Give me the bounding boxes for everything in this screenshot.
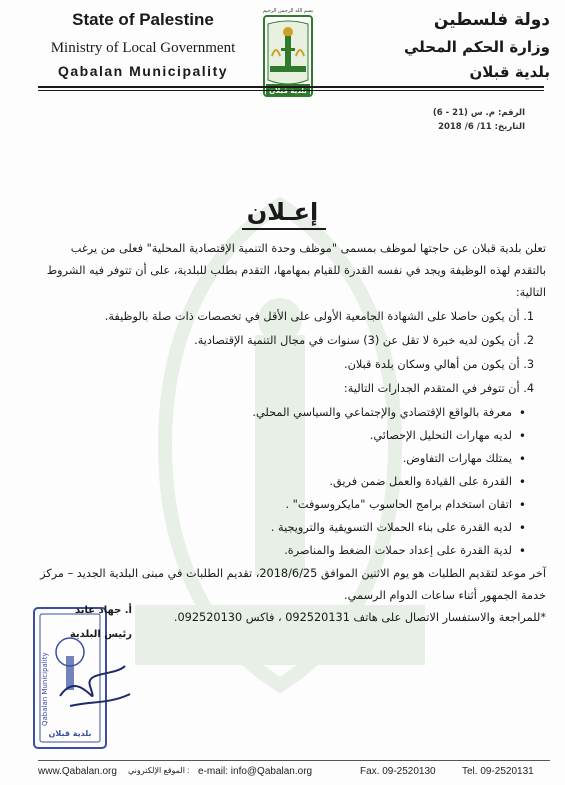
competencies-list <box>38 402 546 562</box>
announcement-body <box>38 238 546 629</box>
logo-basmala: بسم الله الرحمن الرحيم <box>262 8 314 14</box>
condition-item: 2. أن يكون لديه خبرة لا تقل عن (3) سنوات في مجال التنمية الإقتصادية. <box>194 334 534 347</box>
footer-fax: Fax. 09-2520130 <box>360 766 436 777</box>
footer-website[interactable]: www.Qabalan.org <box>38 766 117 777</box>
municipality-stamp <box>30 606 134 752</box>
municipality-name-ar: بلدية قبلان <box>469 63 550 81</box>
header-divider <box>38 86 544 88</box>
footer-tel: Tel. 09-2520131 <box>462 766 534 777</box>
state-name-ar: دولة فلسطين <box>433 10 550 30</box>
footer <box>38 766 550 782</box>
intro-paragraph: تعلن بلدية قبلان عن حاجتها لموظف بمسمى "موظف وحدة التنمية الإقتصادية المحلية" فعلى من يرغب بالتقدم لهذه الوظيفة ويجد في نفسه القدرة للقيام بمهامها، التقدم بطلب للبلدية، على أن تتوفر فيه الشروط التالية: <box>46 242 546 299</box>
reference-number: الرقم: م. س (21 - 6) <box>432 108 525 118</box>
reference-date: التاريخ: 11/ 6/ 2018 <box>438 122 525 132</box>
stamp-text-en: Qabalan Municipality <box>41 652 49 726</box>
footer-divider <box>38 760 550 761</box>
competency-item: • لديه القدرة على بناء الحملات التسويقية والترويجية . <box>38 517 512 539</box>
municipality-name-en: Qabalan Municipality <box>57 63 229 79</box>
title-underline <box>242 228 326 230</box>
competency-item: • لدية القدرة على إعداد حملات الضغط والمناصرة. <box>38 540 512 562</box>
ministry-name-en: Ministry of Local Government <box>50 40 236 56</box>
stamp-text-ar: بلدية قبلان <box>48 729 92 738</box>
announcement-title: إعـلان <box>246 198 319 226</box>
state-name-en: State of Palestine <box>72 10 214 29</box>
competency-item: • يمتلك مهارات التفاوض. <box>38 448 512 470</box>
conditions-list <box>38 306 546 400</box>
competency-item: • اتقان استخدام برامج الحاسوب "مايكروسوفت" . <box>38 494 512 516</box>
contact-paragraph: *للمراجعة والاستفسار الاتصال على هاتف 092520131 ، فاكس 092520130. <box>173 611 546 624</box>
competency-item: • لديه مهارات التحليل الإحصائي. <box>38 425 512 447</box>
condition-item: 1. أن يكون حاصلا على الشهادة الجامعية الأولى على الأقل في تخصصات ذات صلة بالوظيفة. <box>104 310 534 323</box>
deadline-paragraph: آخر موعد لتقديم الطلبات هو يوم الاثنين الموافق 2018/6/25، تقديم الطلبات في مبنى البلدية الجديد – مركز خدمة الجمهور أثناء ساعات الدوام الرسمي. <box>40 567 546 602</box>
signatory-name: أ. جهاد عابد <box>74 605 132 616</box>
condition-item: 3. أن يكون من أهالي وسكان بلدة قبلان. <box>344 358 534 371</box>
footer-email[interactable]: e-mail: info@Qabalan.org <box>198 766 313 777</box>
ministry-name-ar: وزارة الحكم المحلي <box>403 38 550 56</box>
competency-item: • القدرة على القيادة والعمل ضمن فريق. <box>38 471 512 493</box>
municipality-logo <box>256 4 320 108</box>
header-divider-thin <box>38 90 544 91</box>
header-arabic <box>385 10 550 81</box>
condition-item: 4. أن تتوفر في المتقدم الجدارات التالية: <box>343 382 534 395</box>
logo-banner-text: بلدية قبلان <box>269 87 307 95</box>
header-english <box>38 8 248 79</box>
footer-website-label: : الموقع الإلكتروني <box>128 766 190 775</box>
signatory-title: رئيس البلدية <box>69 629 132 640</box>
competency-item: • معرفة بالواقع الإقتصادي والإجتماعي والسياسي المحلي. <box>38 402 512 424</box>
